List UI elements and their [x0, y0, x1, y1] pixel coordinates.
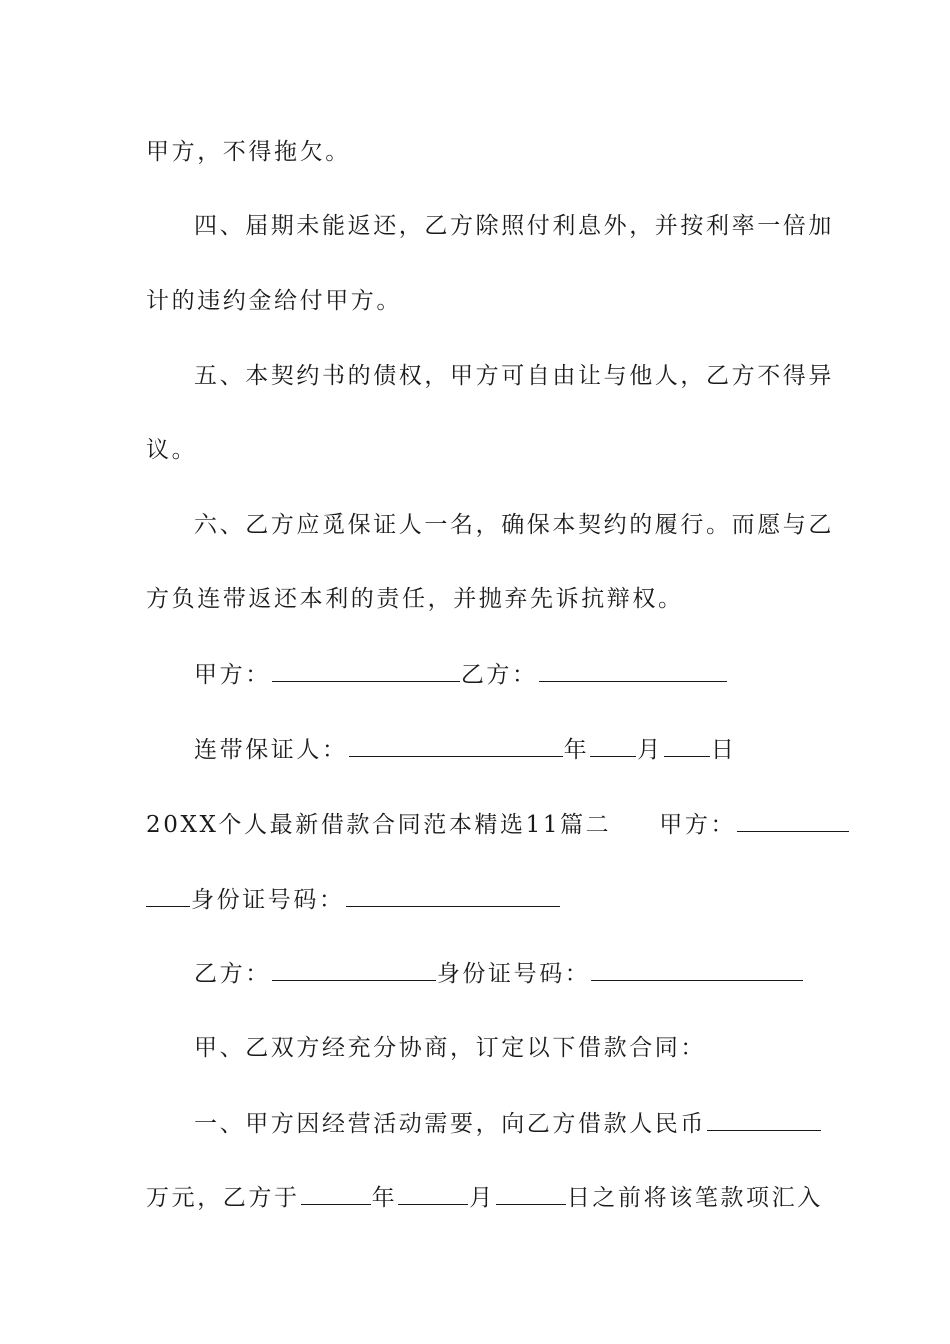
deadline-year-blank[interactable] [301, 1182, 371, 1205]
year-label: 年 [563, 737, 590, 763]
party-b-blank[interactable] [539, 659, 727, 682]
deadline-year-label: 年 [371, 1185, 398, 1211]
contract-two-id-label-b: 身份证号码： [436, 961, 591, 987]
day-label: 日 [710, 737, 737, 763]
day-blank[interactable] [664, 734, 710, 757]
contract-two-party-b-label: 乙方： [194, 961, 271, 987]
party-b-label: 乙方： [460, 662, 538, 688]
guarantor-label: 连带保证人： [194, 737, 348, 763]
contract-two-party-b-line [146, 958, 806, 989]
contract-two-party-a-blank[interactable] [737, 809, 849, 832]
clause-five-line-1: 五、本契约书的债权，甲方可自由让与他人，乙方不得异 [194, 363, 834, 389]
loan-amount-blank[interactable] [707, 1108, 821, 1131]
clause-six-line-1: 六、乙方应觅保证人一名，确保本契约的履行。而愿与乙 [194, 512, 834, 538]
month-label: 月 [637, 737, 663, 763]
contract-two-intro: 甲、乙双方经充分协商，订定以下借款合同： [194, 1035, 706, 1061]
month-blank[interactable] [590, 734, 636, 757]
guarantor-blank[interactable] [349, 734, 563, 757]
clause-five-line-2: 议。 [146, 437, 198, 463]
paragraph-line: 甲方，不得拖欠。 [146, 139, 351, 165]
deadline-day-blank[interactable] [496, 1182, 566, 1205]
party-a-blank[interactable] [272, 659, 460, 682]
clause-one-text: 一、甲方因经营活动需要，向乙方借款人民币 [194, 1111, 706, 1137]
contract-two-party-b-blank[interactable] [272, 958, 436, 981]
clause-six-line-2: 方负连带返还本利的责任，并抛弃先诉抗辩权。 [146, 586, 684, 612]
clause-four-line-2: 计的违约金给付甲方。 [146, 288, 402, 314]
contract-two-id-blank[interactable] [346, 884, 560, 907]
contract-two-clause-one-line-2 [146, 1182, 823, 1213]
deadline-month-blank[interactable] [398, 1182, 468, 1205]
clause-four-line-1: 四、届期未能返还，乙方除照付利息外，并按利率一倍加 [194, 213, 834, 239]
signature-parties-line [146, 659, 806, 690]
clause-one-text-2: 万元，乙方于 [146, 1185, 300, 1211]
party-a-label: 甲方： [194, 662, 271, 688]
deadline-month-label: 月 [469, 1185, 495, 1211]
contract-two-clause-one-line-1 [146, 1108, 806, 1139]
contract-two-party-a-blank-cont[interactable] [146, 884, 190, 907]
contract-two-id-line [146, 884, 806, 915]
guarantor-line [146, 734, 806, 765]
clause-one-text-3: 日之前将该笔款项汇入 [566, 1185, 823, 1211]
contract-two-id-blank-b[interactable] [591, 958, 803, 981]
contract-two-heading-line [146, 809, 806, 840]
contract-two-party-a-label: 甲方： [659, 812, 737, 838]
contract-two-heading: 20XX个人最新借款合同范本精选11篇二 [146, 812, 612, 838]
contract-two-id-label: 身份证号码： [191, 887, 345, 913]
